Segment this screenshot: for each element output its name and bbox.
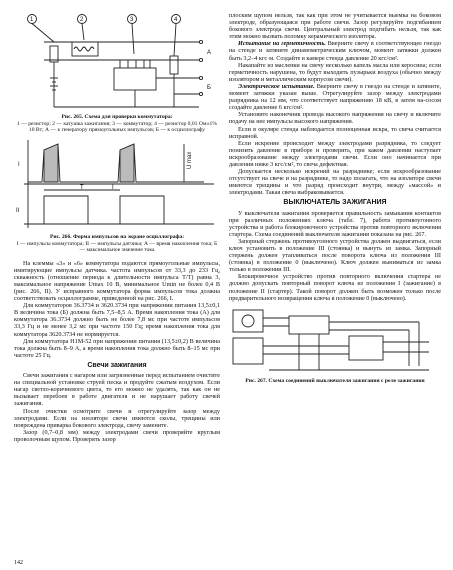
figure-267-caption: Рис. 267. Схема соединений выключателя зажигания с реле зажигания [245, 377, 425, 384]
fig266-label-I-small: I [112, 185, 114, 192]
right-paragraph-1-text: плоским щупом нельзя, так как при этом не учитывается выемка на боковом электроде, образующаяся при работе свечи. Зазор регулируйте подгибанием бокового электрода свечи. Центральный электрод подгибать нельзя, так как этим можно вызвать поломку керамического изолятора. [229, 12, 441, 41]
left-paragraph-1: На клеммы «3» и «6» коммутатора подаются прямоугольные импульсы, имитирующие импульсы датчика. частота импульсов от 33,3 до 233 Гц, скважность (отношение периода к длительности импульса Т/Т) равна 3, максимальное напряжение Umax 10 В, минимальное Umin не более 0,4 В (рис. 266, II). У исправного коммутатора форма импульсов тока должна соответствовать осциллограмме, приведенной на рис. 266, I. [14, 259, 220, 303]
right-paragraph-8-text: Допускается несколько искрений на разряднике; если искрообразование отсутствует на свече и на разряднике, то надо полагать, что на изоляторе свечи имеются трещины и что разряд происходит внутри, между «массой» и электродами. Такая свеча выбраковывается. [229, 168, 441, 197]
right-paragraph-2 [229, 40, 441, 61]
right-paragraph-4 [229, 83, 441, 111]
fig266-label-T: T [80, 185, 84, 192]
right-paragraph-1 [229, 12, 441, 40]
fig265-label-a: A [207, 50, 212, 56]
figure-266-caption-desc: I — импульсы коммутатора; II — импульсы датчика; А — время накопления тока; Б — максимальное значение тока [16, 240, 218, 254]
fig266-label-II: II [16, 208, 20, 215]
left-text-block [14, 260, 220, 443]
right-paragraph-7-text: Если искрение происходит между электродами разрядника, то следует понизить давление в приборе и проверить, при каком давлении наступает искрообразование между электродами свечи. Если оно начинается при давлении ниже 3 кгс/см², то свеча дефектная. [229, 139, 441, 168]
right-paragraph-5-text: Установите наконечник провода высокого напряжения на свечу и включите подачу на нее импульсы высокого напряжения. [229, 111, 441, 126]
right-paragraph-3 [229, 62, 441, 83]
runin-electric-test: Электрическое испытание. [238, 82, 315, 90]
page-number: 142 [14, 560, 23, 566]
figure-265-caption-desc: 1 — резистор; 2 — катушка зажигания; 3 — коммутатор; 4 — резистор 0,01 Ом±1% 10 Вт; А — к генератору прямоугольных импульсов; Б — к осциллографу [17, 120, 217, 133]
fig265-label-b: Б [207, 85, 211, 91]
right-paragraph-9: У выключателя зажигания проверяется правильность замыкания контактов при различных положениях ключа (табл. 7), работа противоугонного устройства и работа блокировочного устройства против повторного включения стартера. Схема соединений выключателя зажигания показана на рис. 267. [229, 209, 441, 238]
figure-265-circuit [14, 12, 220, 112]
right-column [229, 12, 441, 384]
section-heading-candles: Свечи зажигания [87, 361, 147, 369]
figure-265-caption [14, 114, 220, 133]
fig265-num-4: 4 [174, 17, 178, 24]
fig265-num-2: 2 [80, 17, 84, 24]
left-paragraph-5: После очистки осмотрите свечи и отрегулируйте зазор между электродами. Если на изоляторе свечи имеются сколы, трещины или повреждена приварка бокового электрода, свечу замените. [14, 407, 220, 429]
figure-265-caption-title: Рис. 265. Схема для проверки коммутатора: [61, 114, 173, 121]
right-paragraph-11: Блокировочное устройство против повторного включения стартера не должно допускать повторный поворот ключа из положения I (зажигание) в положение II (стартер). Такой поворот должен быть возможен только после предварительного возвращения ключа в положение 0 (выключено). [229, 273, 441, 302]
right-paragraph-3-text: Накапайте из масленки на свечу несколько капель масла или керосина; если герметичность нарушена, то будут выходить пузырьки воздуха (обычно между изолятором и металлическим корпусом свечи). [229, 61, 441, 83]
right-paragraph-6-text: Если в окуляре стенда наблюдается полноценная искра, то свеча считается исправной. [229, 125, 441, 140]
left-paragraph-3: Для коммутатора Н1М-52 при напряжении питания (13,5±0,2) В величина тока должна быть 8–9 А, а время накопления тока должно быть 8–15 мс при частоте 25 Гц. [14, 337, 220, 359]
right-paragraph-2-text: Вверните свечу в соответствующее гнездо на стенде и затяните динамометрическим ключом, момент затяжки должен быть 3,2–4 кгс·м. Создайте в камере стенда давление 20 кгс/см². [229, 40, 441, 62]
left-column [14, 12, 220, 443]
fig265-num-3: 3 [130, 17, 134, 24]
right-paragraph-5 [229, 111, 441, 125]
right-paragraph-4-text: Вверните свечу в гнездо на стенде и затяните, момент затяжки указан выше. Отрегулируйте зазор между электродами разрядника на 12 мм, что соответствует напряжению 18 кВ, в затем на-сосом создайте давление 6 кгс/см². [229, 82, 441, 112]
right-paragraph-8 [229, 168, 441, 196]
figure-266-caption [14, 234, 220, 253]
figure-266-caption-title: Рис. 266. Форма импульсов на экране осциллографа: [49, 234, 185, 241]
right-paragraph-10: Запорный стержень противоугонного устройства должен выдвигаться, если ключ установить в положение III (стоянка) и вынуть из замка. Запорный стержень должен утапливаться после поворота ключа из положения III (стоянка) в положение 0 (выключено). Ключ должен выниматься из замка только в положении III. [229, 237, 441, 274]
left-paragraph-6: Зазор (0,7–0,8 мм) между электродами свечи проверяйте круглым проволочным щупом. Проверять зазор [14, 428, 220, 443]
left-paragraph-4: Свечи зажигания с нагаром или загрязненные перед испытанием очистите на специальной установке струей песка и продуйте сжатым воздухом. Если нагар светло-коричневого цвета, то его можно не удалять, так как он не вызывает перебоев в работе двигателя и не нарушает работу свечей зажигания. [14, 372, 220, 408]
right-paragraph-6 [229, 126, 441, 140]
figure-266-waveform [14, 136, 220, 232]
fig266-label-umax: U max [187, 151, 193, 170]
section-heading-switch: ВЫКЛЮЧАТЕЛЬ ЗАЖИГАНИЯ [283, 199, 387, 207]
runin-leak-test: Испытание на герметичность. [238, 40, 326, 48]
right-paragraph-7 [229, 140, 441, 168]
left-paragraph-2: Для коммутаторов 36.3734 и 3620.3734 при напряжении питания 13,5±0,1 В величина тока (Б) должна быть 7,5–8,5 А. Время накопления тока (А) для коммутатора 36.3734 должно быть не более 7,8 мс при частоте импульсов 33,3 Гц и не менее 3,2 мс при частоте 150 Гц; время накопления тока для коммутатора 3620.3734 не нормируется. [14, 302, 220, 338]
figure-267-wiring [229, 306, 441, 376]
fig265-num-1: 1 [30, 17, 34, 24]
fig266-label-I: I [18, 162, 20, 169]
